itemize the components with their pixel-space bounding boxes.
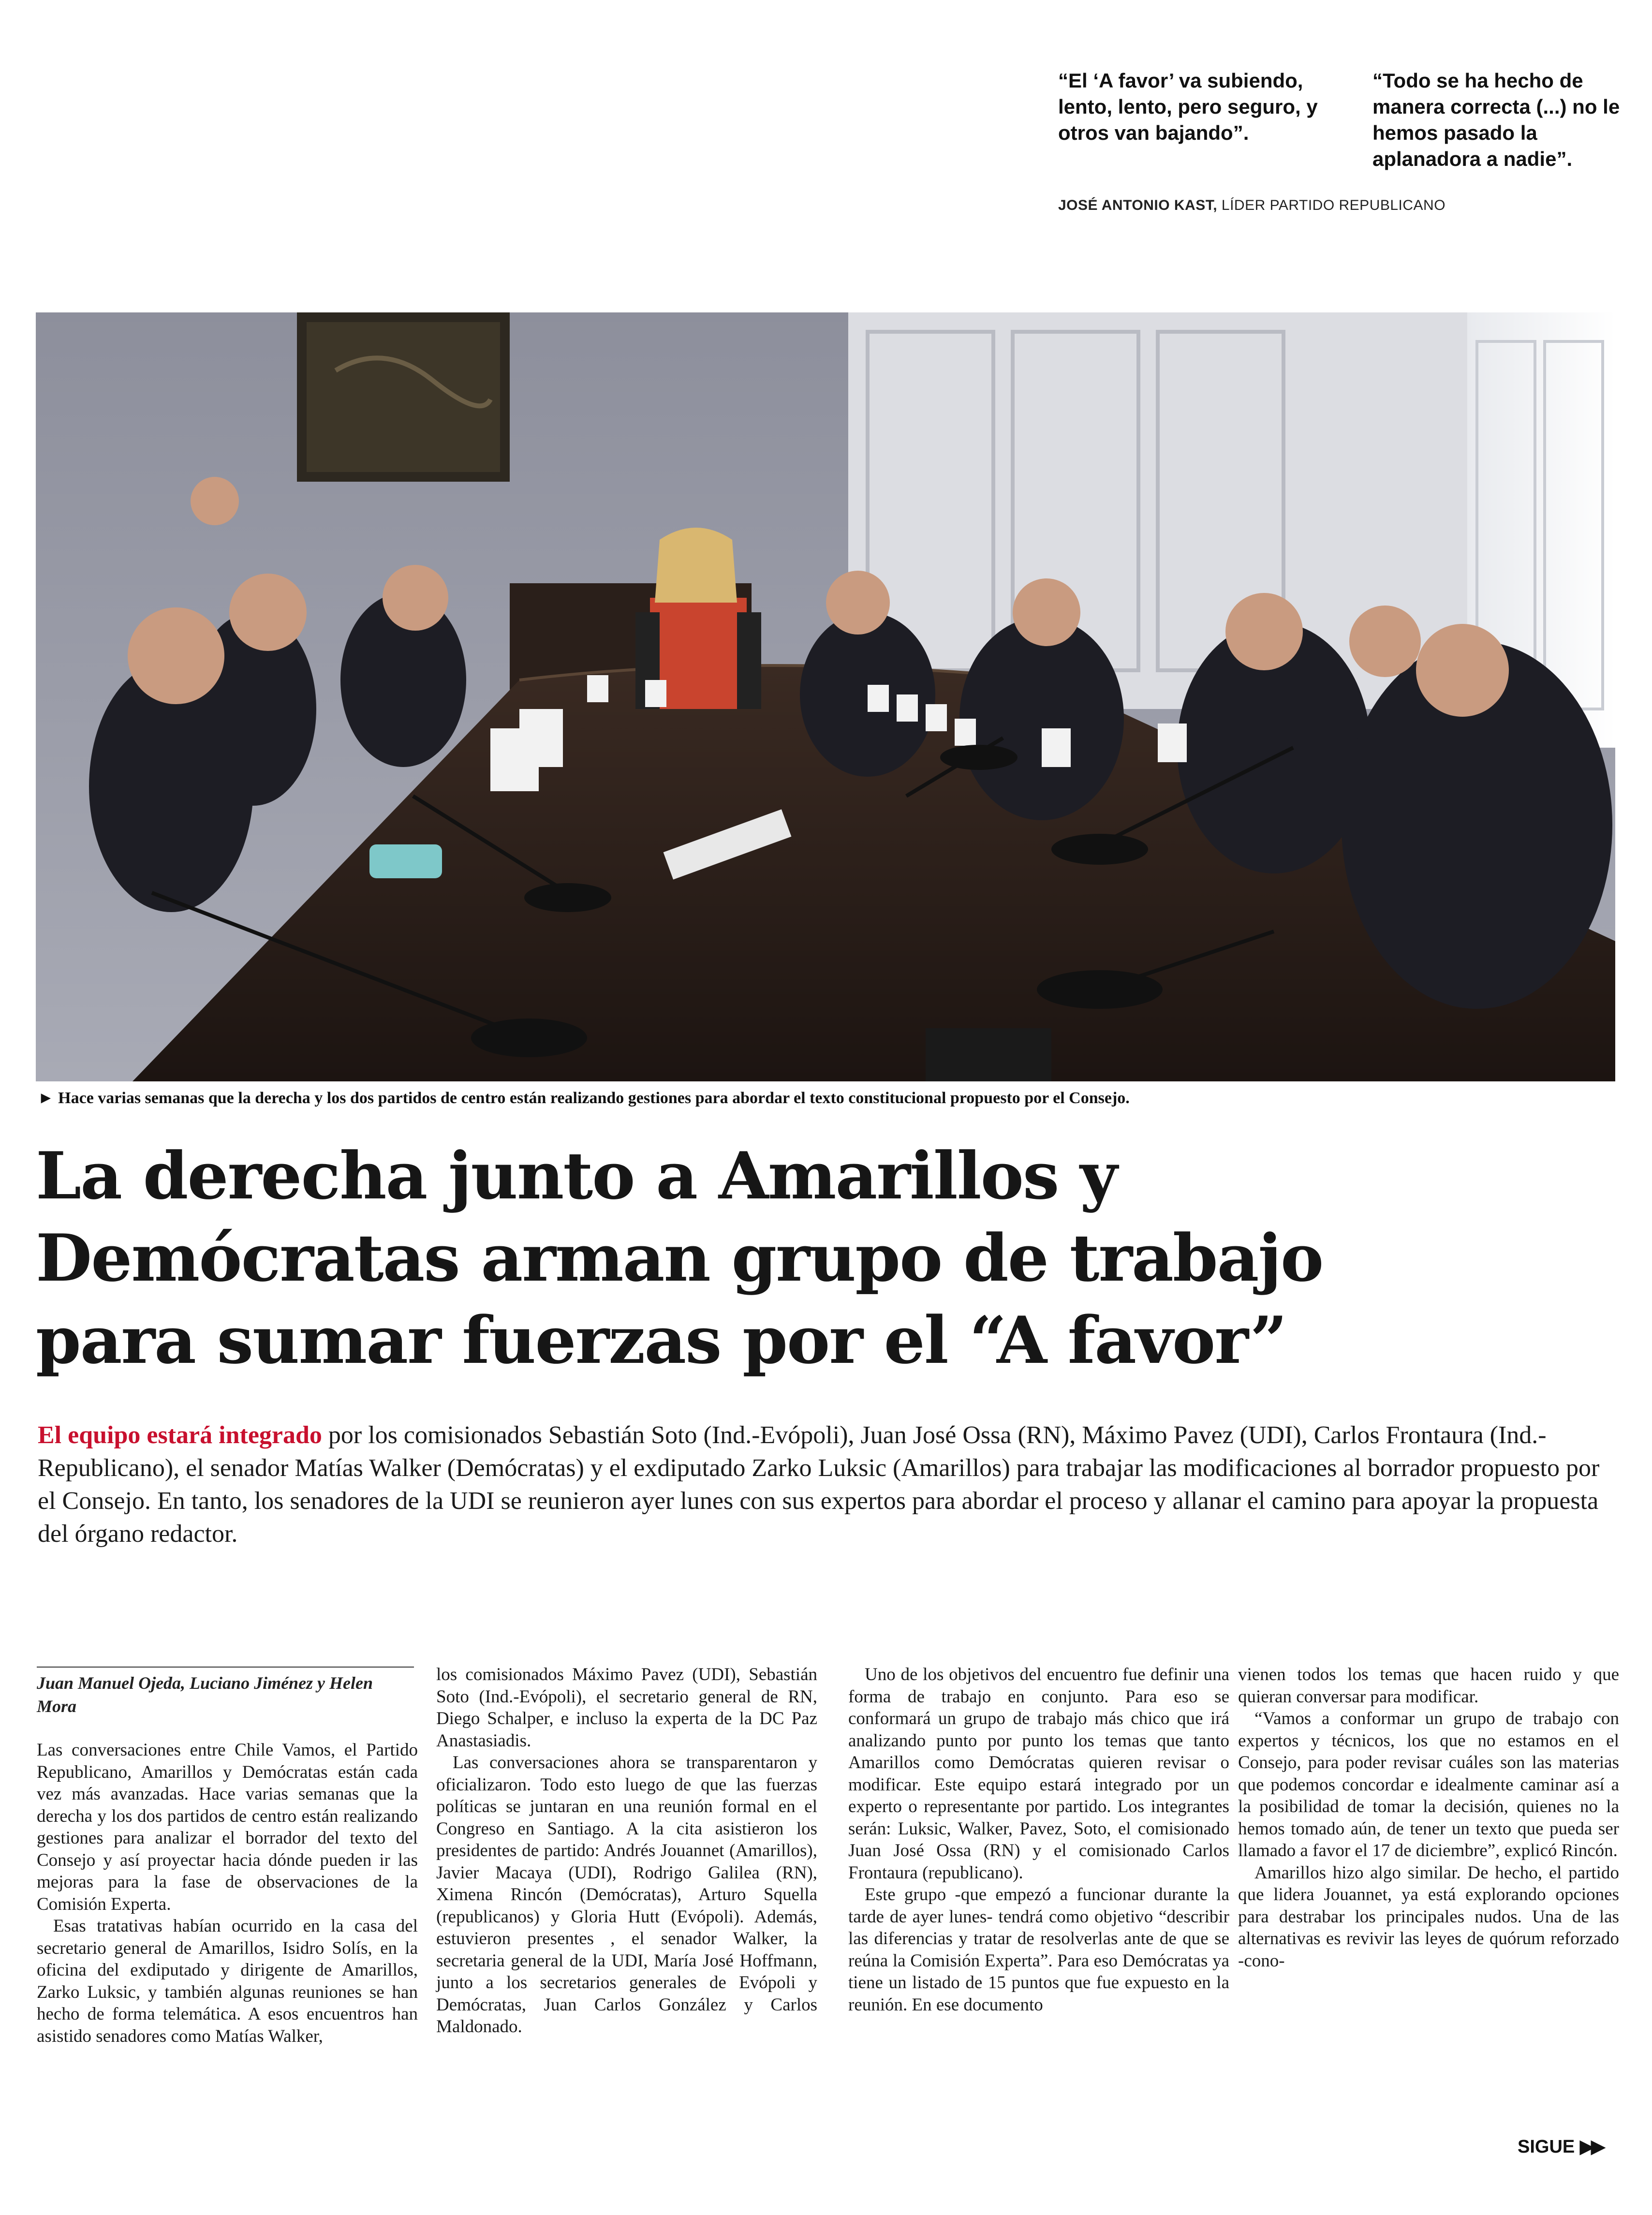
paragraph: Amarillos hizo algo similar. De hecho, el partido que lidera Jouannet, ya está explorando opciones para destrabar los principales nudos. Una de las alternativas es revivir las leyes de quórum reforzado -cono- xyxy=(1238,1862,1619,1971)
continue-label: SIGUE xyxy=(1518,2137,1575,2157)
article-column-1 xyxy=(37,1739,418,2047)
paragraph: Las conversaciones entre Chile Vamos, el Partido Republicano, Amarillos y Demócratas están cada vez más avanzadas. Hace varias semanas que la derecha y los dos partidos de centro están realizando gestiones para analizar el borrador del texto del Consejo y así proyectar hacia dónde pueden ir las mejoras para la fase de observaciones de la Comisión Experta. xyxy=(37,1740,418,1914)
headline-line-2: Demócratas arman grupo de trabajo xyxy=(36,1220,1323,1296)
article-column-2 xyxy=(436,1664,817,2038)
continue-marker xyxy=(1518,2136,1602,2157)
deck-lead: El equipo estará integrado xyxy=(38,1421,322,1449)
headline xyxy=(36,1135,1615,1381)
deck-text: por los comisionados Sebastián Soto (Ind.-Evópoli), Juan José Ossa (RN), Máximo Pavez (UDI), Carlos Frontaura (Ind.-Republicano), el senador Matías Walker (Demócratas) y el exdiputado Zarko Luksic (Amarillos) para trabajar las modificaciones al borrador propuesto por el Consejo. En tanto, los senadores de la UDI se reunieron ayer lunes con sus expertos para abordar el proceso y allanar el camino para apoyar la propuesta del órgano redactor. xyxy=(38,1421,1600,1548)
caption-text: Hace varias semanas que la derecha y los dos partidos de centro están realizando gestiones para abordar el texto constitucional propuesto por el Consejo. xyxy=(58,1089,1130,1107)
headline-line-3: para sumar fuerzas por el “A favor” xyxy=(36,1302,1286,1378)
double-arrow-icon: ▶▶ xyxy=(1579,2137,1603,2157)
pull-quote-1: “El ‘A favor’ va subiendo, lento, lento, pero seguro, y otros van bajando”. xyxy=(1058,69,1318,144)
attribution-role: LÍDER PARTIDO REPUBLICANO xyxy=(1217,197,1446,213)
caption-marker-icon: ► xyxy=(38,1089,54,1107)
byline: Juan Manuel Ojeda, Luciano Jiménez y Helen Mora xyxy=(37,1667,414,1718)
paragraph: “Vamos a conformar un grupo de trabajo con expertos y técnicos, los que no estamos en el Consejo, para poder revisar cuáles son las materias que podemos concordar e idealmente caminar así a la posibilidad de tomar la decisión, quienes no la hemos tomado aún, de tener un texto que pueda ser llamado a favor el 17 de diciembre”, explicó Rincón. xyxy=(1238,1709,1619,1861)
paragraph: Uno de los objetivos del encuentro fue definir una forma de trabajo en conjunto. Para eso se conformará un grupo de trabajo más chico que irá analizando punto por punto los temas que tanto Amarillos como Demócratas quieren revisar o modificar. Este equipo estará integrado por un experto o representante por partido. Los integrantes serán: Luksic, Walker, Pavez, Soto, el comisionado Juan José Ossa (RN) y el comisionado Carlos Frontaura (republicano). xyxy=(848,1665,1229,1883)
pull-quote-2: “Todo se ha hecho de manera correcta (...) no le hemos pasado la aplanadora a nadie”. xyxy=(1372,69,1620,170)
paragraph: vienen todos los temas que hacen ruido y que quieran conversar para modificar. xyxy=(1238,1665,1619,1707)
quote-attribution xyxy=(1058,197,1446,214)
paragraph: Esas tratativas habían ocurrido en la casa del secretario general de Amarillos, Isidro Solís, en la oficina del exdiputado y dirigente de Amarillos, Zarko Luksic, y también algunas reuniones se han hecho de forma telemática. A esos encuentros han asistido senadores como Matías Walker, xyxy=(37,1916,418,2046)
paragraph: Las conversaciones ahora se transparentaron y oficializaron. Todo esto luego de que las fuerzas políticas se juntaran en una reunión formal en el Congreso en Santiago. A la cita asistieron los presidentes de partido: Andrés Jouannet (Amarillos), Javier Macaya (UDI), Rodrigo Galilea (RN), Ximena Rincón (Demócratas), Arturo Squella (republicanos) y Gloria Hutt (Evópoli). Además, estuvieron presentes , el senador Walker, la secretaria general de la UDI, María José Hoffmann, junto a los secretarios generales de Evópoli y Demócratas, Juan Carlos González y Carlos Maldonado. xyxy=(436,1753,817,2037)
article-column-4 xyxy=(1238,1664,1619,1972)
meeting-photo xyxy=(36,312,1615,1081)
paragraph: Este grupo -que empezó a funcionar durante la tarde de ayer lunes- tendrá como objetivo “describir las diferencias y tratar de resolverlas ante de que se reúna la Comisión Experta”. Para eso Demócratas ya tiene un listado de 15 puntos que fue expuesto en la reunión. En ese documento xyxy=(848,1885,1229,2015)
meeting-photo-illustration xyxy=(36,312,1615,1081)
headline-line-1: La derecha junto a Amarillos y xyxy=(36,1137,1117,1214)
article-column-3 xyxy=(848,1664,1229,2016)
deck-summary xyxy=(38,1419,1614,1550)
attribution-name: JOSÉ ANTONIO KAST, xyxy=(1058,197,1218,213)
paragraph: los comisionados Máximo Pavez (UDI), Sebastián Soto (Ind.-Evópoli), el secretario general de RN, Diego Schalper, e incluso la experta de la DC Paz Anastasiadis. xyxy=(436,1665,817,1751)
photo-caption xyxy=(38,1089,1614,1108)
